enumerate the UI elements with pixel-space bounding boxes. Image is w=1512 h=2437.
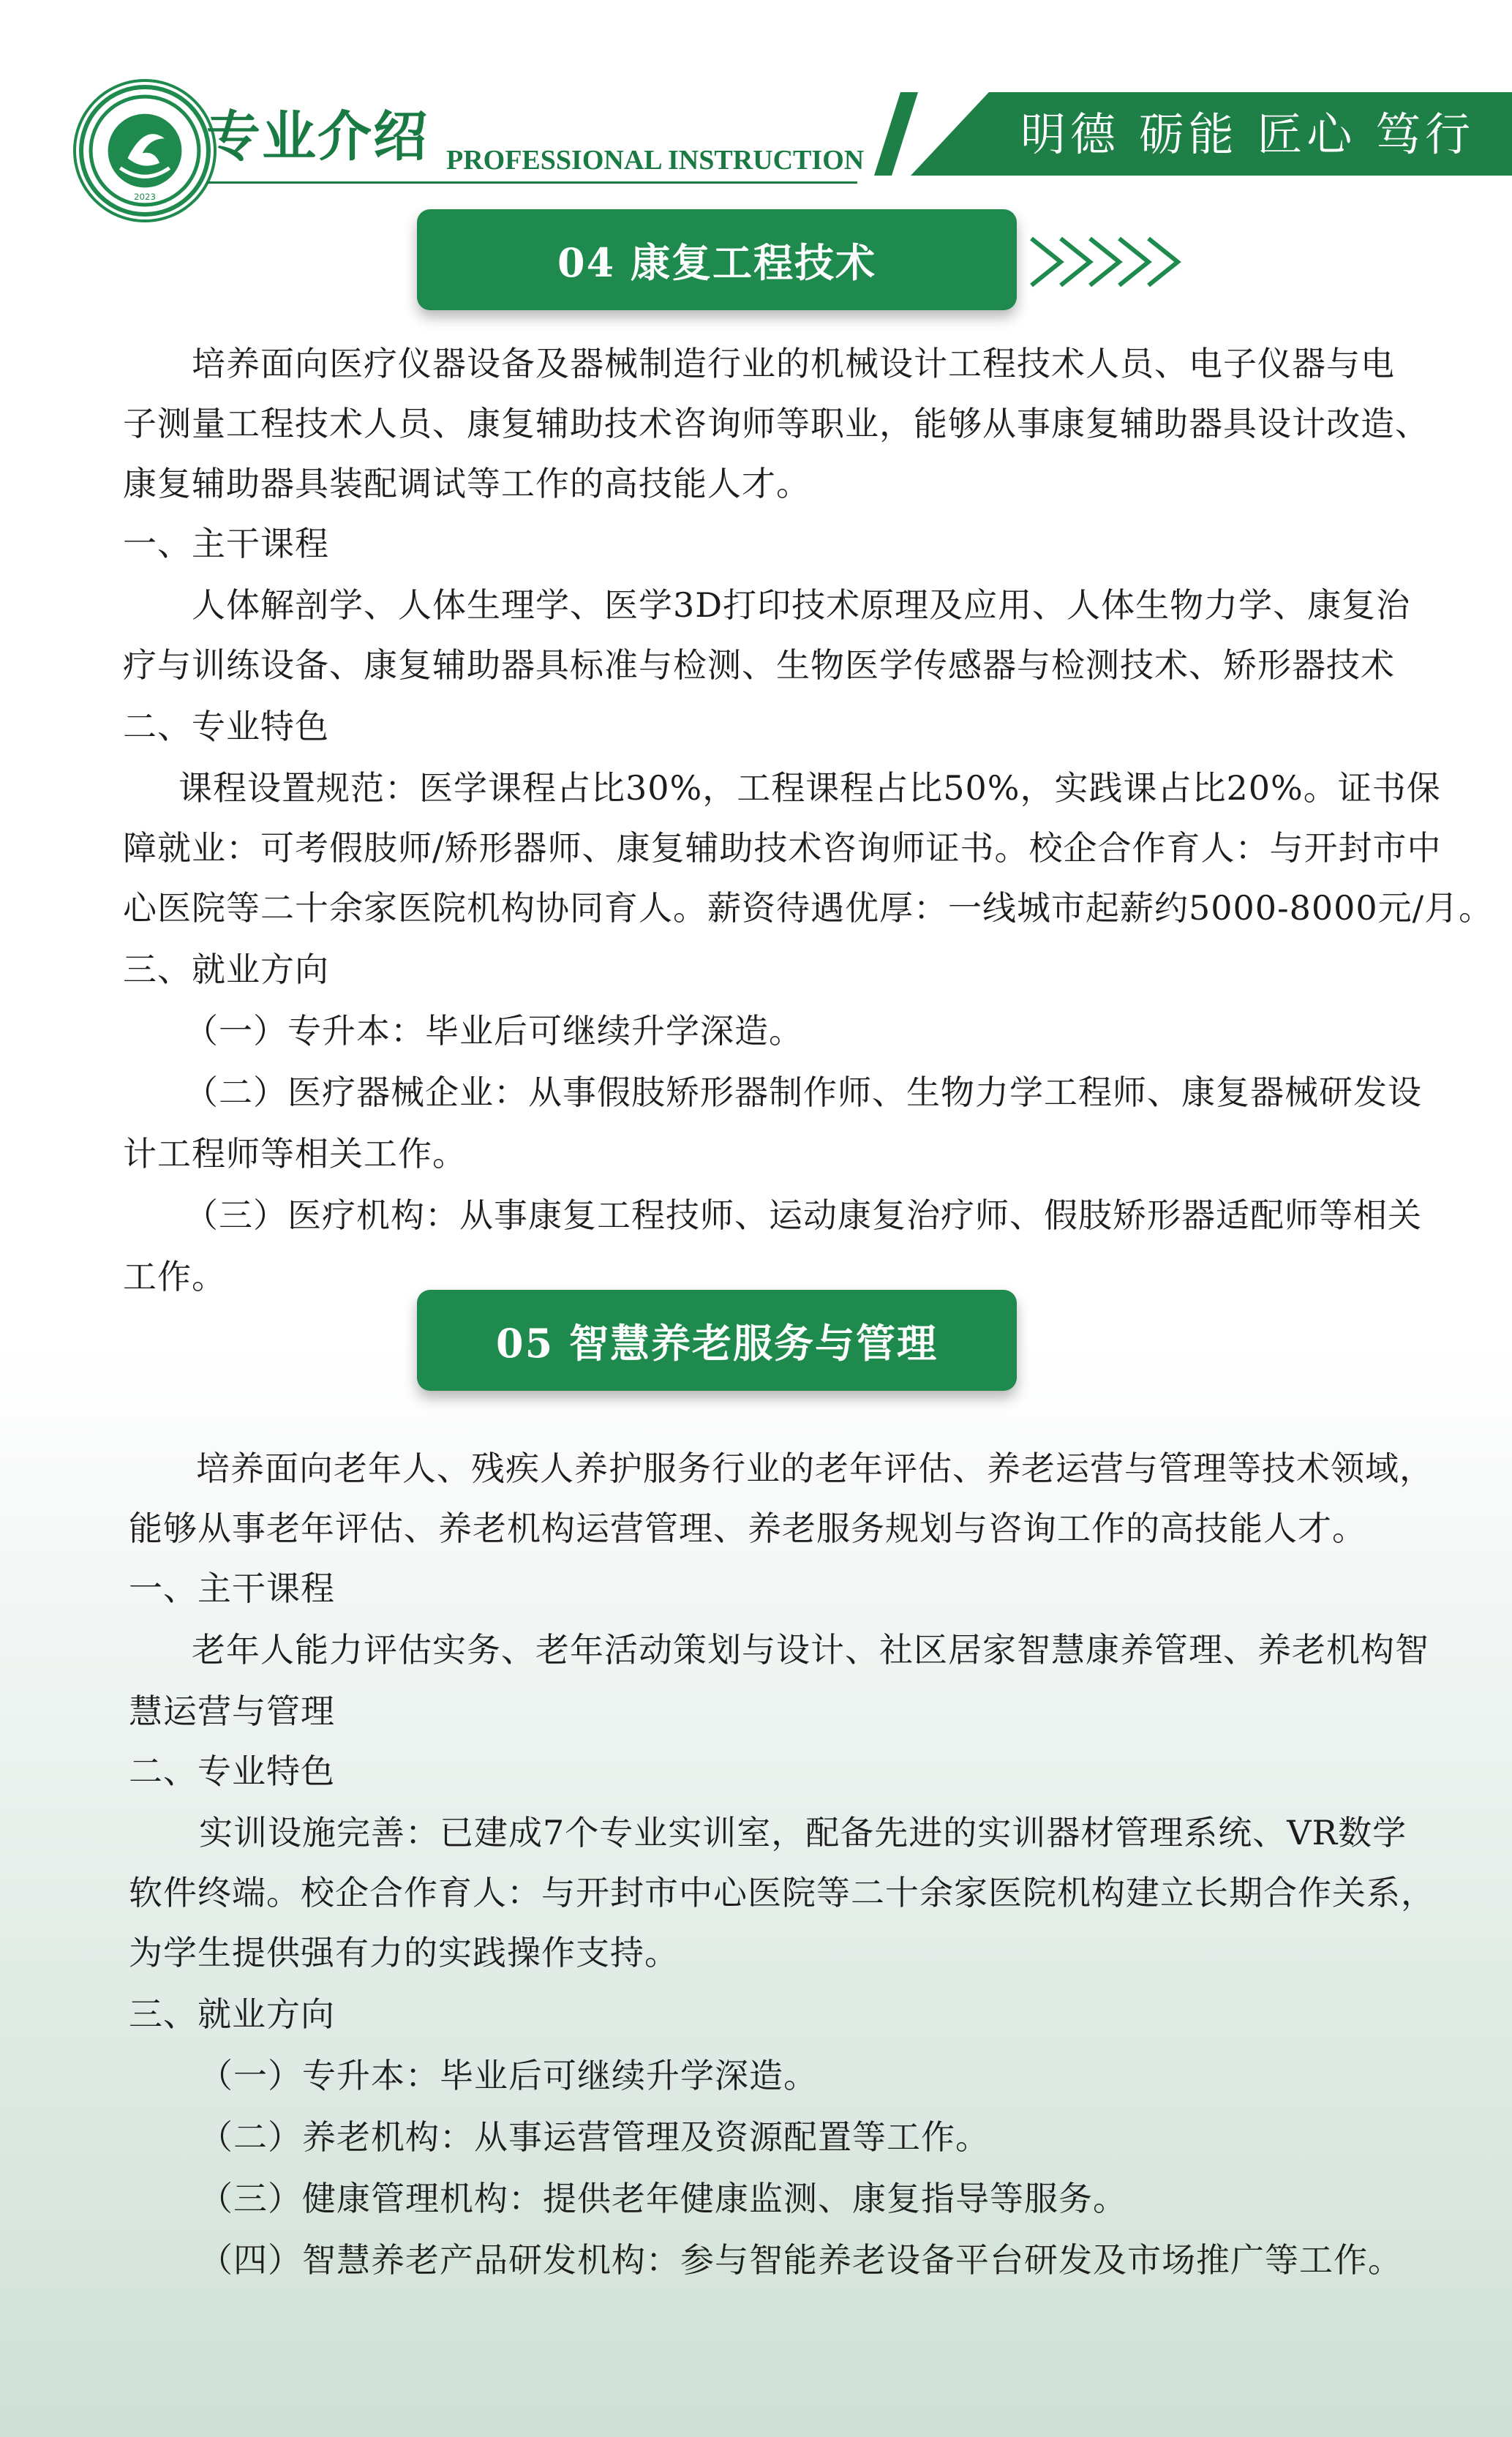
s2-jobs-line4: （四）智慧养老产品研发机构：参与智能养老设备平台研发及市场推广等工作。	[199, 2240, 1402, 2280]
s1-heading-features: 二、专业特色	[123, 707, 329, 746]
s2-jobs-line1: （一）专升本：毕业后可继续升学深造。	[199, 2056, 818, 2095]
logo-year: 2023	[134, 192, 156, 203]
s1-features-line2: 障就业：可考假肢师/矫形器师、康复辅助技术咨询师证书。校企合作育人：与开封市中	[123, 828, 1442, 868]
s2-features-line1: 实训设施完善：已建成7个专业实训室，配备先进的实训器材管理系统、VR数学	[199, 1813, 1407, 1852]
s1-heading-jobs: 三、就业方向	[123, 950, 329, 989]
s2-jobs-line2: （二）养老机构：从事运营管理及资源配置等工作。	[199, 2117, 990, 2157]
s1-features-line3: 心医院等二十余家医院机构协同育人。薪资待遇优厚：一线城市起薪约5000-8000元/月。	[123, 888, 1494, 928]
s2-jobs-line3: （三）健康管理机构：提供老年健康监测、康复指导等服务。	[199, 2179, 1127, 2218]
section-title-05: 05 智慧养老服务与管理	[417, 1290, 1017, 1391]
section-title-04: 04 康复工程技术	[417, 209, 1017, 310]
s2-courses-line2: 慧运营与管理	[129, 1691, 335, 1731]
s1-jobs-line4: （三）医疗机构：从事康复工程技师、运动康复治疗师、假肢矫形器适配师等相关	[184, 1195, 1422, 1235]
s1-courses-line2: 疗与训练设备、康复辅助器具标准与检测、生物医学传感器与检测技术、矫形器技术	[123, 645, 1395, 685]
s2-heading-features: 二、专业特色	[129, 1751, 335, 1791]
school-motto: 明德 砺能 匠心 笃行	[1020, 108, 1475, 161]
page-title: 专业介绍	[206, 105, 429, 168]
page-title-en: PROFESSIONAL INSTRUCTION	[446, 145, 865, 176]
s1-intro-line3: 康复辅助器具装配调试等工作的高技能人才。	[123, 464, 810, 503]
s1-intro-line1: 培养面向医疗仪器设备及器械制造行业的机械设计工程技术人员、电子仪器与电	[192, 344, 1395, 383]
chevron-arrows-icon	[1028, 233, 1189, 291]
s2-features-line2: 软件终端。校企合作育人：与开封市中心医院等二十余家医院机构建立长期合作关系，	[129, 1873, 1435, 1912]
header-divider	[206, 181, 857, 184]
s2-heading-courses: 一、主干课程	[129, 1569, 335, 1608]
s1-jobs-line1: （一）专升本：毕业后可继续升学深造。	[184, 1011, 803, 1051]
s1-courses-line1: 人体解剖学、人体生理学、医学3D打印技术原理及应用、人体生物力学、康复治	[192, 585, 1411, 625]
s1-intro-line2: 子测量工程技术人员、康复辅助技术咨询师等职业，能够从事康复辅助器具设计改造、	[123, 404, 1429, 443]
slogan-stripe	[874, 92, 918, 176]
s2-features-line3: 为学生提供强有力的实践操作支持。	[129, 1933, 679, 1972]
s2-heading-jobs: 三、就业方向	[129, 1994, 335, 2034]
s1-features-line1: 课程设置规范：医学课程占比30%，工程课程占比50%，实践课占比20%。证书保	[178, 768, 1441, 808]
school-logo	[79, 85, 211, 217]
logo-emblem-icon	[83, 89, 206, 212]
s2-intro-line2: 能够从事老年评估、养老机构运营管理、养老服务规划与咨询工作的高技能人才。	[129, 1509, 1366, 1548]
s1-jobs-line3: 计工程师等相关工作。	[123, 1134, 467, 1174]
s1-jobs-line5: 工作。	[123, 1257, 226, 1296]
s2-intro-line1: 培养面向老年人、残疾人养护服务行业的老年评估、养老运营与管理等技术领域，	[196, 1449, 1434, 1488]
s2-courses-line1: 老年人能力评估实务、老年活动策划与设计、社区居家智慧康养管理、养老机构智	[192, 1630, 1429, 1670]
s1-heading-courses: 一、主干课程	[123, 524, 329, 563]
s1-jobs-line2: （二）医疗器械企业：从事假肢矫形器制作师、生物力学工程师、康复器械研发设	[184, 1073, 1422, 1112]
